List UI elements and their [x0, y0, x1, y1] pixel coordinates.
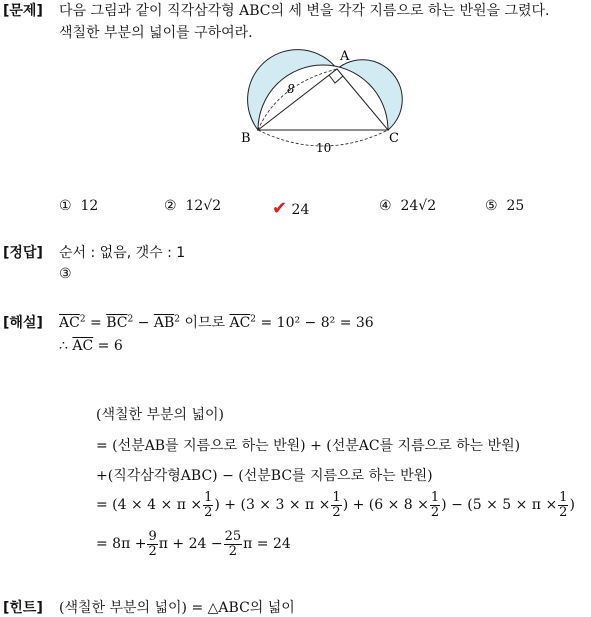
- explanation-tag: [해설]: [3, 315, 43, 331]
- expr-part: ) − (5 × 5 × π ×: [441, 497, 558, 514]
- expr-part: ) + (3 × 3 × π ×: [214, 497, 331, 514]
- choice-2[interactable]: [164, 198, 221, 214]
- explanation-calc: = 10² − 8² = 36: [260, 315, 374, 331]
- frac-den: 2: [148, 543, 157, 559]
- label-a: A: [340, 49, 350, 64]
- area-line1: = (선분AB를 지름으로 하는 반원) + (선분AC를 지름으로 하는 반원): [96, 438, 521, 454]
- check-mark-icon: ✔: [272, 198, 288, 219]
- expr-part: = 8π +: [96, 536, 147, 553]
- segment-ab: $\overline{AB}$: [153, 315, 175, 331]
- expr-part: ): [569, 497, 575, 514]
- choice-number: ⑤: [485, 198, 498, 214]
- therefore-symbol: ∴: [59, 338, 68, 354]
- expr-part: π + 24 −: [158, 536, 223, 553]
- label-ab-length: 8: [287, 82, 295, 96]
- choice-4[interactable]: [379, 198, 436, 214]
- fraction-half: [331, 491, 341, 519]
- hint-text: (색칠한 부분의 넓이) = △ABC의 넓이: [59, 600, 295, 616]
- frac-den: 2: [559, 504, 568, 520]
- expr-part: π = 24: [243, 536, 291, 553]
- frac-num: 1: [559, 490, 568, 505]
- frac-num: 9: [148, 529, 157, 544]
- fraction-25-halves: [224, 530, 243, 558]
- frac-den: 2: [228, 543, 237, 559]
- area-line2: +(직각삼각형ABC) − (선분BC를 지름으로 하는 반원): [96, 468, 433, 484]
- choice-number: ②: [164, 198, 177, 214]
- frac-den: 2: [430, 504, 440, 520]
- problem-text-line1: 다음 그림과 같이 직각삼각형 ABC의 세 변을 각각 지름으로 하는 반원을 그렸다.: [59, 3, 550, 19]
- answer-value: ③: [59, 266, 72, 282]
- fraction-half: [430, 491, 440, 519]
- explanation-line2: [59, 338, 123, 354]
- frac-num: 1: [204, 490, 213, 505]
- answer-tag: [정답]: [3, 245, 43, 261]
- exponent: 2: [127, 314, 134, 325]
- frac-num: 1: [332, 490, 341, 505]
- frac-den: 2: [204, 504, 213, 520]
- area-line4: [96, 530, 291, 558]
- choice-value: 25: [506, 198, 525, 214]
- expr-part: = (4 × 4 × π ×: [96, 497, 203, 514]
- label-b: B: [241, 131, 251, 146]
- choice-number: ①: [59, 198, 72, 214]
- choice-number: ④: [379, 198, 392, 214]
- exponent: 2: [174, 314, 180, 325]
- choice-value: 24: [291, 202, 310, 218]
- choice-3[interactable]: [272, 198, 309, 219]
- problem-text-line2: 색칠한 부분의 넓이를 구하여라.: [59, 25, 253, 41]
- choice-5[interactable]: [485, 198, 524, 214]
- choice-value: 24√2: [400, 198, 437, 214]
- exponent: 2: [250, 314, 257, 325]
- frac-den: 2: [332, 504, 341, 520]
- explanation-result: = 6: [97, 338, 123, 354]
- frac-num: 1: [430, 490, 440, 505]
- problem-tag: [문제]: [3, 3, 43, 19]
- label-bc-length: 10: [316, 141, 332, 155]
- choice-value: 12√2: [185, 198, 222, 214]
- explanation-connector: 이므로: [184, 315, 226, 331]
- choice-value: 12: [80, 198, 99, 214]
- answer-info: 순서 : 없음, 갯수 : 1: [59, 245, 186, 261]
- area-line3: [96, 491, 575, 519]
- explanation-line1: $\overline{AC}^2 = \overline{BC}^2 - \overline{AB}^2$ 이므로 $\overline{AC}^2 = 10^2 - 8^2 = 36$: [59, 314, 374, 331]
- hint-tag: [힌트]: [3, 600, 43, 616]
- frac-num: 25: [224, 529, 242, 544]
- exponent: 2: [79, 314, 86, 325]
- segment-ac: $\overline{AC}$: [59, 315, 80, 331]
- area-title: (색칠한 부분의 넓이): [96, 407, 225, 423]
- choice-1[interactable]: [59, 198, 98, 214]
- segment-bc: $\overline{BC}$: [106, 315, 128, 331]
- label-c: C: [389, 131, 399, 146]
- fraction-nine-halves: [147, 530, 157, 558]
- semicircle-figure: [236, 40, 416, 160]
- segment-ac: $\overline{AC}$: [72, 338, 94, 354]
- segment-ac: $\overline{AC}$: [229, 315, 251, 331]
- fraction-half: [558, 491, 568, 519]
- fraction-half: [203, 491, 213, 519]
- expr-part: ) + (6 × 8 ×: [342, 497, 429, 514]
